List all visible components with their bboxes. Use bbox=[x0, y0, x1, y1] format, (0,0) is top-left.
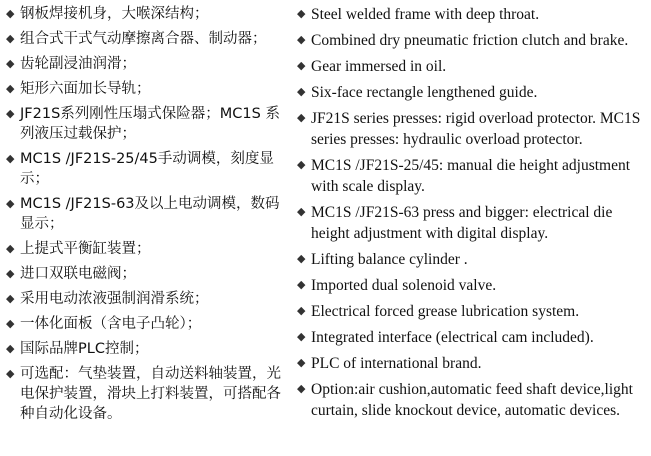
list-item-text: 可选配：气垫装置，自动送料轴装置，光电保护装置，滑块上打料装置，可搭配各种自动化设备。 bbox=[20, 366, 281, 422]
diamond-bullet-icon: ◆ bbox=[297, 34, 306, 46]
list-item-text: 组合式干式气动摩擦离合器、制动器； bbox=[20, 31, 267, 47]
diamond-bullet-icon: ◆ bbox=[297, 60, 306, 72]
list-item-text: JF21S series presses: rigid overload protector. MC1S series presses: hydraulic overload protector. bbox=[311, 110, 641, 148]
list-item bbox=[6, 264, 289, 284]
diamond-bullet-icon: ◆ bbox=[6, 268, 15, 280]
list-item bbox=[6, 29, 289, 49]
list-item bbox=[297, 275, 645, 296]
diamond-bullet-icon: ◆ bbox=[6, 8, 15, 20]
list-item bbox=[6, 54, 289, 74]
list-item bbox=[297, 379, 645, 421]
diamond-bullet-icon: ◆ bbox=[6, 58, 15, 70]
diamond-bullet-icon: ◆ bbox=[6, 33, 15, 45]
list-item-text: Imported dual solenoid valve. bbox=[311, 277, 497, 294]
diamond-bullet-icon: ◆ bbox=[297, 305, 306, 317]
diamond-bullet-icon: ◆ bbox=[297, 159, 306, 171]
diamond-bullet-icon: ◆ bbox=[297, 86, 306, 98]
diamond-bullet-icon: ◆ bbox=[297, 383, 306, 395]
diamond-bullet-icon: ◆ bbox=[6, 108, 15, 120]
list-item bbox=[297, 202, 645, 244]
list-item-text: Steel welded frame with deep throat. bbox=[311, 6, 540, 23]
list-item bbox=[6, 314, 289, 334]
list-item bbox=[6, 79, 289, 99]
diamond-bullet-icon: ◆ bbox=[297, 112, 306, 124]
list-item-text: 上提式平衡缸装置； bbox=[20, 241, 151, 257]
list-item bbox=[297, 56, 645, 77]
diamond-bullet-icon: ◆ bbox=[6, 83, 15, 95]
list-item bbox=[297, 249, 645, 270]
diamond-bullet-icon: ◆ bbox=[297, 357, 306, 369]
list-item-text: 钢板焊接机身，大喉深结构； bbox=[20, 6, 209, 22]
list-item bbox=[297, 155, 645, 197]
chinese-feature-list bbox=[6, 4, 289, 424]
list-item bbox=[6, 149, 289, 189]
list-item-text: 一体化面板（含电子凸轮）； bbox=[20, 316, 202, 332]
list-item-text: Combined dry pneumatic friction clutch and brake. bbox=[311, 32, 629, 49]
list-item-text: 进口双联电磁阀； bbox=[20, 266, 136, 282]
list-item-text: Electrical forced grease lubrication system. bbox=[311, 303, 580, 320]
chinese-spec-column bbox=[0, 0, 293, 429]
list-item bbox=[297, 82, 645, 103]
diamond-bullet-icon: ◆ bbox=[297, 206, 306, 218]
diamond-bullet-icon: ◆ bbox=[6, 153, 15, 165]
list-item bbox=[6, 239, 289, 259]
list-item bbox=[297, 4, 645, 25]
list-item-text: MC1S /JF21S-25/45: manual die height adjustment with scale display. bbox=[311, 157, 631, 195]
list-item bbox=[297, 301, 645, 322]
list-item bbox=[6, 339, 289, 359]
list-item-text: JF21S系列刚性压塌式保险器；MC1S 系列液压过载保护； bbox=[20, 106, 280, 142]
list-item-text: 国际品牌PLC控制； bbox=[20, 341, 149, 357]
diamond-bullet-icon: ◆ bbox=[297, 331, 306, 343]
list-item-text: MC1S /JF21S-63 press and bigger: electrical die height adjustment with digital display. bbox=[311, 204, 613, 242]
diamond-bullet-icon: ◆ bbox=[297, 8, 306, 20]
diamond-bullet-icon: ◆ bbox=[297, 253, 306, 265]
diamond-bullet-icon: ◆ bbox=[6, 343, 15, 355]
list-item-text: Integrated interface (electrical cam included). bbox=[311, 329, 594, 346]
list-item-text: Lifting balance cylinder . bbox=[311, 251, 468, 268]
diamond-bullet-icon: ◆ bbox=[6, 243, 15, 255]
list-item bbox=[6, 104, 289, 144]
english-feature-list bbox=[297, 4, 645, 421]
list-item bbox=[6, 364, 289, 424]
diamond-bullet-icon: ◆ bbox=[6, 318, 15, 330]
list-item bbox=[297, 353, 645, 374]
list-item-text: Option:air cushion,automatic feed shaft device,light curtain, slide knockout device, automatic devices. bbox=[311, 381, 633, 419]
english-spec-column bbox=[293, 0, 651, 426]
list-item-text: MC1S /JF21S-25/45手动调模，刻度显示； bbox=[20, 151, 274, 187]
list-item bbox=[6, 4, 289, 24]
list-item bbox=[297, 30, 645, 51]
diamond-bullet-icon: ◆ bbox=[297, 279, 306, 291]
list-item-text: PLC of international brand. bbox=[311, 355, 482, 372]
list-item bbox=[6, 289, 289, 309]
list-item bbox=[6, 194, 289, 234]
diamond-bullet-icon: ◆ bbox=[6, 198, 15, 210]
list-item-text: Six-face rectangle lengthened guide. bbox=[311, 84, 538, 101]
list-item-text: 矩形六面加长导轨； bbox=[20, 81, 151, 97]
list-item-text: 齿轮副浸油润滑； bbox=[20, 56, 136, 72]
list-item-text: 采用电动浓液强制润滑系统； bbox=[20, 291, 209, 307]
list-item-text: MC1S /JF21S-63及以上电动调模，数码显示； bbox=[20, 196, 280, 232]
diamond-bullet-icon: ◆ bbox=[6, 293, 15, 305]
list-item bbox=[297, 108, 645, 150]
diamond-bullet-icon: ◆ bbox=[6, 368, 15, 380]
list-item-text: Gear immersed in oil. bbox=[311, 58, 447, 75]
list-item bbox=[297, 327, 645, 348]
